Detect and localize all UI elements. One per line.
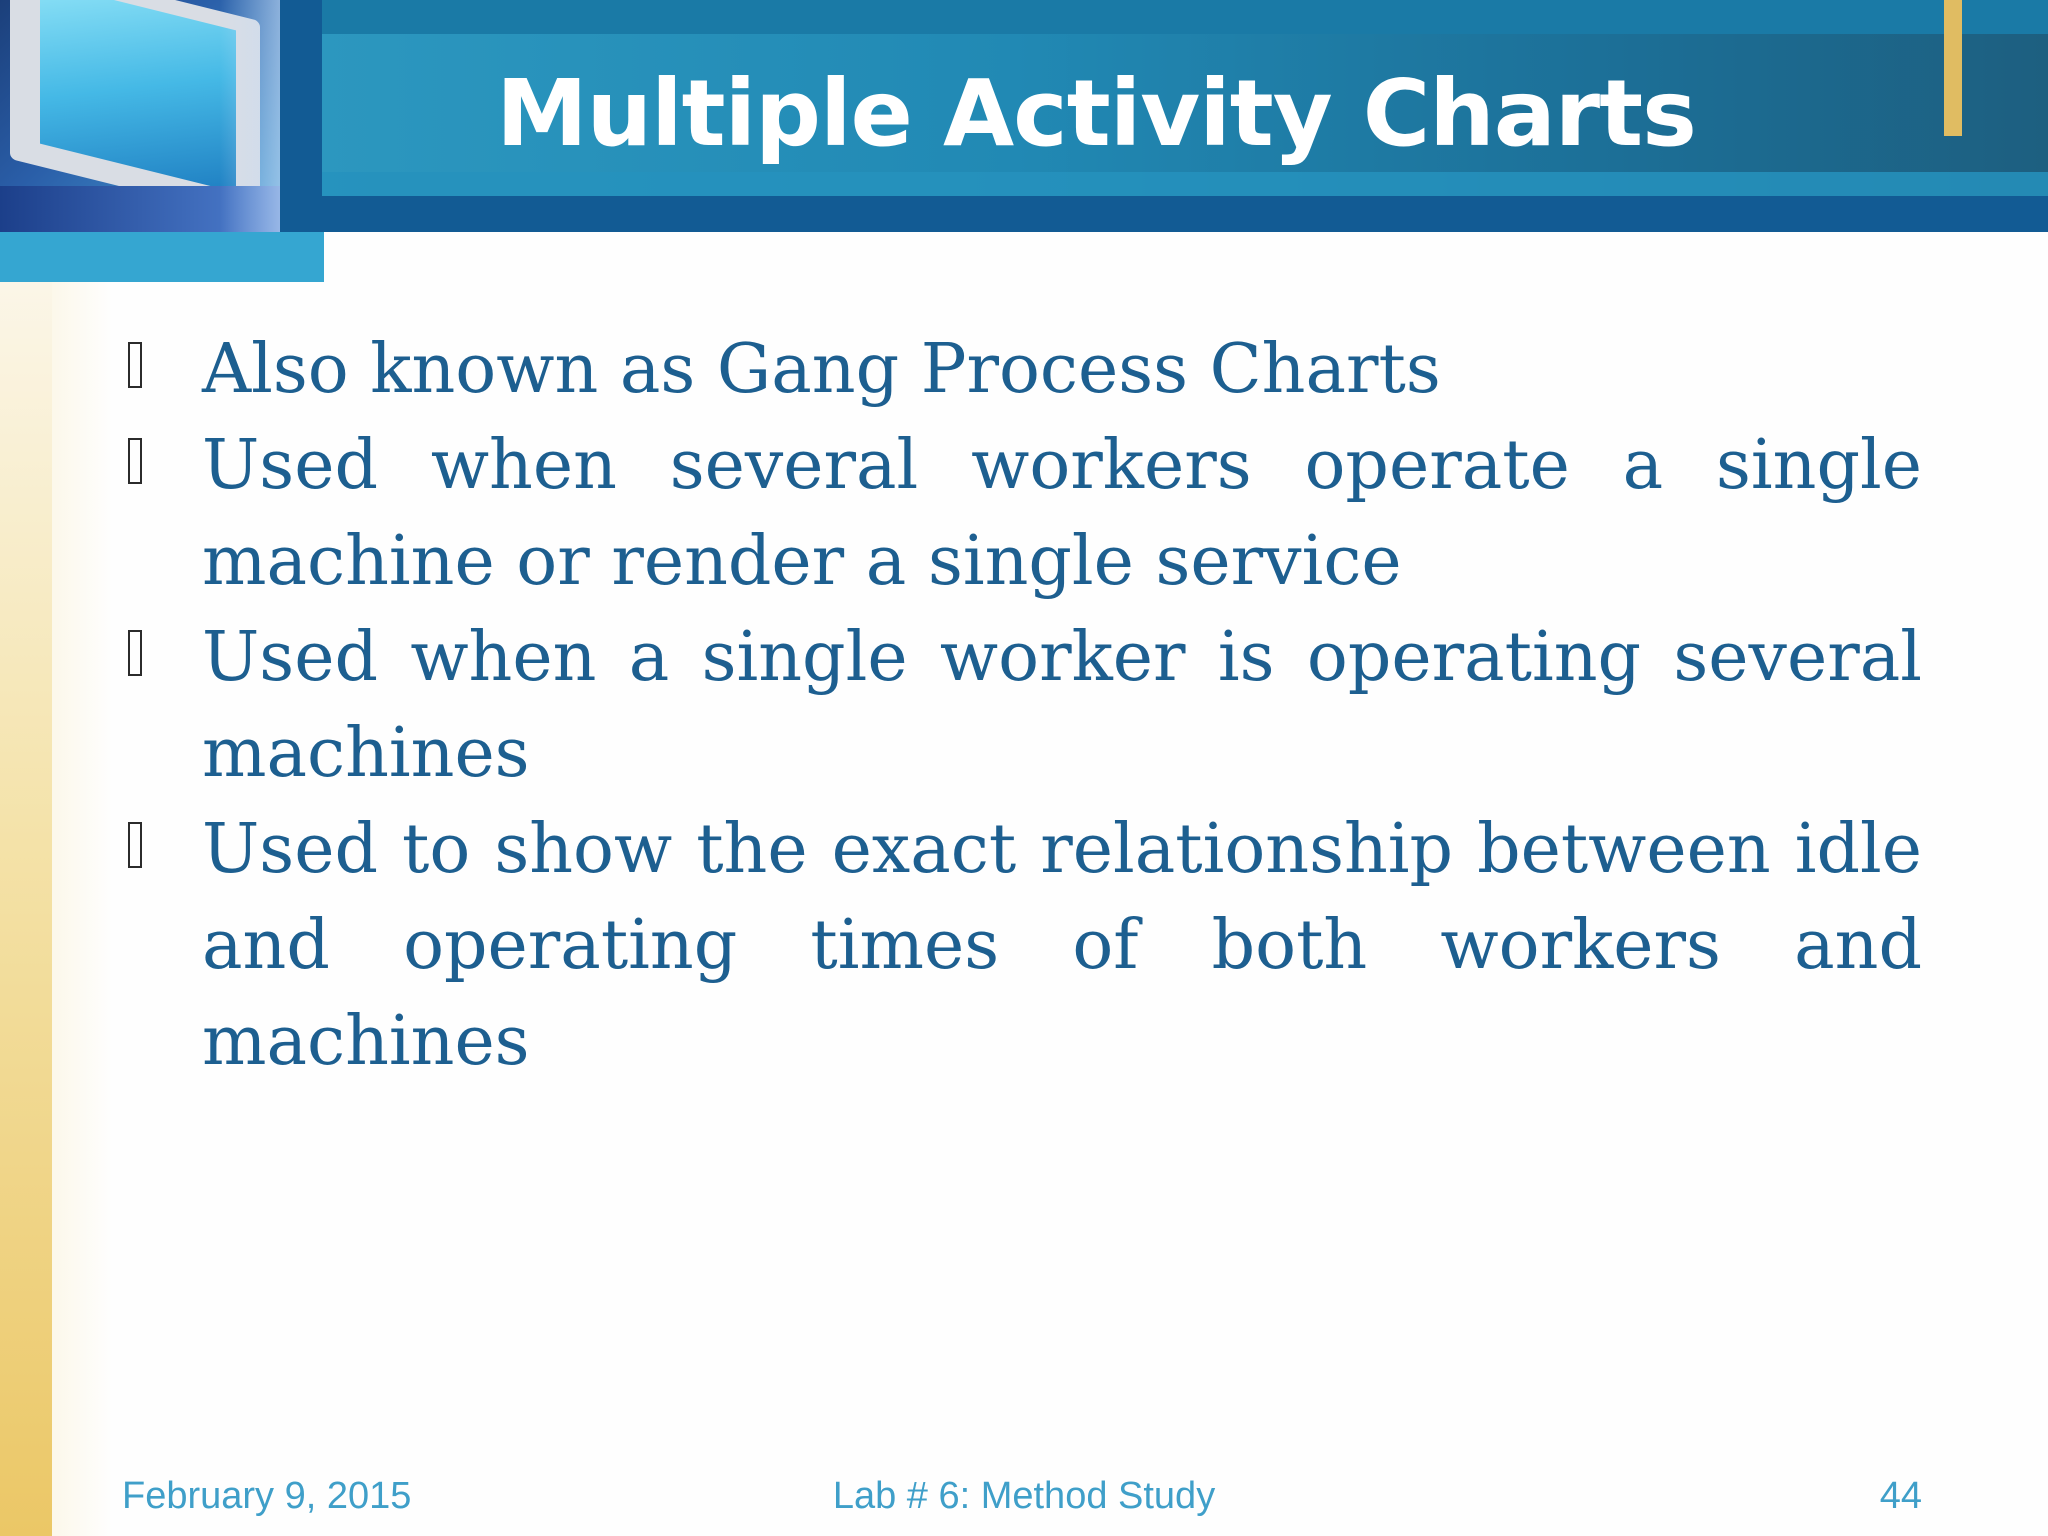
bullet-item [118, 610, 1922, 802]
bullet-item [118, 418, 1922, 610]
footer-title: Lab # 6: Method Study [832, 1475, 1216, 1517]
gold-accent-bar [1944, 0, 1962, 136]
bullet-box-icon [128, 342, 142, 388]
title-bar-underline [322, 172, 2048, 196]
computer-monitor-icon [0, 0, 280, 232]
header-top-line [322, 0, 2048, 34]
bullet-item [118, 802, 1922, 1090]
bullet-text: Used to show the exact relationship between idle and operating times of both workers and machines [202, 810, 1922, 1081]
left-gold-stripe [0, 280, 52, 1536]
bullet-list [118, 322, 1922, 1090]
bullet-text: Used when several workers operate a single machine or render a single service [202, 426, 1922, 601]
header-bottom-band [0, 196, 2048, 232]
left-stripe-fade [52, 280, 112, 1536]
bullet-box-icon [128, 822, 142, 868]
bullet-item [118, 322, 1922, 418]
page-number: 44 [1879, 1475, 1922, 1517]
bullet-text: Also known as Gang Process Charts [202, 330, 1441, 409]
footer-date: February 9, 2015 [122, 1475, 412, 1517]
bullet-box-icon [128, 630, 142, 676]
header-accent-tab [0, 232, 324, 282]
bullet-box-icon [128, 438, 142, 484]
bullet-text: Used when a single worker is operating several machines [202, 618, 1922, 793]
picture-glow [220, 0, 280, 232]
slide-title: Multiple Activity Charts [496, 60, 1696, 167]
